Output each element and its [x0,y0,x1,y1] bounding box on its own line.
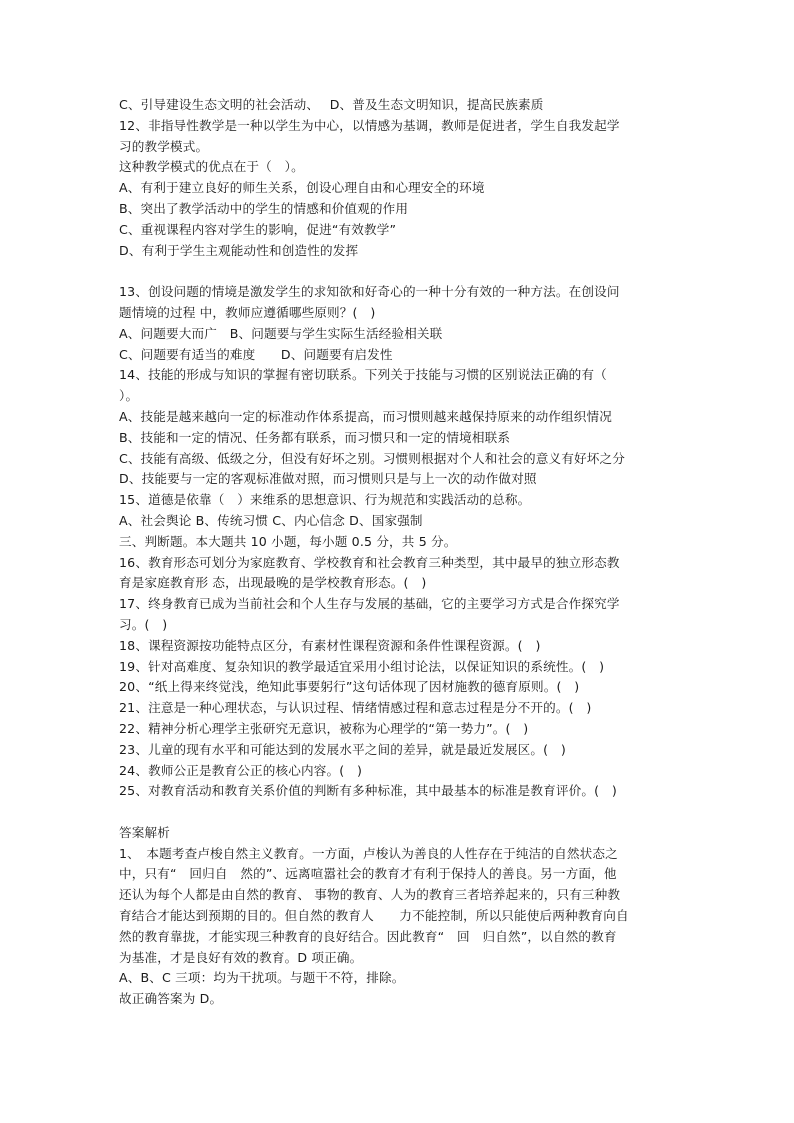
answer-text: 中，只有“ 回归自 然的”、远离喧嚣社会的教育才有利于保持人的善良。另一方面，他 [119,866,617,882]
section-heading: 三、判断题。本大题共 10 小题，每小题 0.5 分，共 5 分。 [119,533,457,549]
option-a: A、技能是越来越向一定的标准动作体系提高，而习惯则越来越保持原来的动作组织情况 [119,408,613,424]
document-page [119,95,689,1010]
text-line: 育是家庭教育形 态，出现最晚的是学校教育形态。( ) [119,575,427,591]
answer-text: A、B、C 三项：均为干扰项。与题干不符，排除。 [119,970,405,986]
answer-analysis-heading: 答案解析 [119,824,170,840]
question-24: 24、教师公正是教育公正的核心内容。( ) [119,762,363,778]
options-line: A、问题要大而广 B、问题要与学生实际生活经验相关联 [119,325,443,341]
option-a: A、有利于建立良好的师生关系，创设心理自由和心理安全的环境 [119,180,485,196]
answer-conclusion: 故正确答案为 D。 [119,991,223,1007]
question-16-stem: 16、教育形态可划分为家庭教育、学校教育和社会教育三种类型，其中最早的独立形态教 [119,554,620,570]
question-12-stem: 12、非指导性教学是一种以学生为中心，以情感为基调，教师是促进者，学生自我发起学 [119,117,620,133]
blank-line [119,802,689,823]
option-c: C、重视课程内容对学生的影响，促进“有效教学” [119,221,397,237]
option-b: B、突出了教学活动中的学生的情感和价值观的作用 [119,200,409,216]
answer-text: 1、 本题考查卢梭自然主义教育。一方面，卢梭认为善良的人性存在于纯洁的自然状态之 [119,845,618,861]
text-line: 题情境的过程 中，教师应遵循哪些原则？( ) [119,304,376,320]
option-b: B、技能和一定的情况、任务都有联系，而习惯只和一定的情境相联系 [119,429,511,445]
question-23: 23、儿童的现有水平和可能达到的发展水平之间的差异，就是最近发展区。( ) [119,741,566,757]
text-line: 习的教学模式。 [119,138,209,154]
options-line: A、社会舆论 B、传统习惯 C、内心信念 D、国家强制 [119,512,423,528]
question-21: 21、注意是一种心理状态，与认识过程、情绪情感过程和意志过程是分不开的。( ) [119,700,592,716]
text-line: C、引导建设生态文明的社会活动、 D、普及生态文明知识，提高民族素质 [119,97,544,112]
option-c: C、技能有高级、低级之分，但没有好坏之别。习惯则根据对个人和社会的意义有好坏之分 [119,450,625,466]
options-line: C、问题要有适当的难度 D、问题要有启发性 [119,346,393,362]
answer-text: 育结合才能达到预期的目的。但自然的教育人 力不能控制，所以只能使后两种教育向自 [119,908,629,924]
question-25: 25、对教育活动和教育关系价值的判断有多种标准，其中最基本的标准是教育评价。( ) [119,783,617,799]
answer-text: 然的教育靠拢，才能实现三种教育的良好结合。因此教育“ 回 归自然”，以自然的教育 [119,928,617,944]
option-d: D、技能要与一定的客观标准做对照，而习惯则只是与上一次的动作做对照 [119,471,537,487]
question-13-stem: 13、创设问题的情境是激发学生的求知欲和好奇心的一种十分有效的一种方法。在创设问 [119,284,620,300]
answer-text: 为基准，才是良好有效的教育。D 项正确。 [119,949,363,965]
text-line: 习。( ) [119,616,168,632]
text-line: 这种教学模式的优点在于（ ）。 [119,159,304,175]
answer-text: 还认为每个人都是由自然的教育、 事物的教育、人为的教育三者培养起来的，只有三种教 [119,887,621,903]
question-20: 20、“纸上得来终觉浅，绝知此事要躬行”这句话体现了因材施教的德育原则。( ) [119,679,580,695]
question-17-stem: 17、终身教育已成为当前社会和个人生存与发展的基础，它的主要学习方式是合作探究学 [119,596,620,612]
blank-line [119,261,689,282]
question-14-stem: 14、技能的形成与知识的掌握有密切联系。下列关于技能与习惯的区别说法正确的有（ [119,367,607,383]
question-19: 19、针对高难度、复杂知识的教学最适宜采用小组讨论法，以保证知识的系统性。( ) [119,658,605,674]
option-d: D、有利于学生主观能动性和创造性的发挥 [119,242,359,258]
question-22: 22、精神分析心理学主张研究无意识，被称为心理学的“第一势力”。( ) [119,720,529,736]
question-18: 18、课程资源按功能特点区分，有素材性课程资源和条件性课程资源。( ) [119,637,541,653]
text-line: ）。 [119,388,139,404]
question-15-stem: 15、道德是依靠（ ）来维系的思想意识、行为规范和实践活动的总称。 [119,492,531,508]
